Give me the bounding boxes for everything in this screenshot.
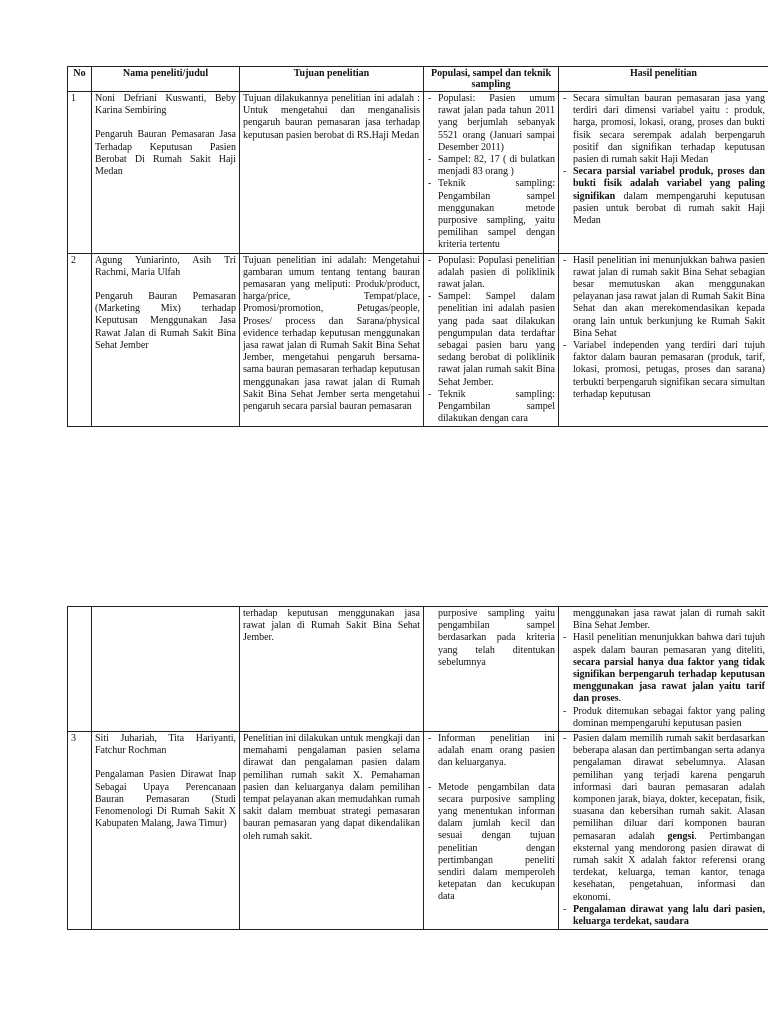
results-cell <box>559 607 768 732</box>
row-number: 3 <box>68 732 92 930</box>
text: . Pertimbangan eksternal yang mendorong pasien dirawat di rumah sakit X adalah faktor referensi orang terdekat, keluarga, teman kantor, tenaga kesehatan, pengetahuan, informasi dan ekonomi. <box>573 830 765 903</box>
research-table-page-1 <box>67 66 768 427</box>
authors: Agung Yuniarinto, Asih Tri Rachmi, Maria Ulfah <box>95 254 236 278</box>
purpose-cell: Tujuan penelitian ini adalah: Mengetahui gambaran umum tentang tentang bauran pemasaran yang meliputi: Produk/product, harga/price, Tempat/place, Promosi/promotion, Petugas/people, Proses/ process dan Sarana/physical evidence terhadap keputusan menggunakan jasa rawat jalan di Rumah Sakit Bina Sehat Jember, mengetahui pengaruh bersama-sama bauran pemasaran terhadap keputusan menggunakan jasa rawat jalan di Rumah Sakit Bina Sehat Jember serta mengetahui pengaruh secara parsial bauran pemasaran <box>240 253 424 427</box>
purpose-cell: Penelitian ini dilakukan untuk mengkaji dan memahami pengalaman pasien selama dirawat dan pengalaman pasien dalam pemilihan rumah sakit X. Pemahaman pasien dan keluarganya dalam pemilihan tempat pelayanan akan memudahkan rumah sakit dalam membuat strategi pemasaran bauran pemasaran yang dapat dikendalikan oleh rumah sakit. <box>240 732 424 930</box>
list-item <box>562 733 765 904</box>
population-cell <box>424 253 559 427</box>
table-row <box>68 253 768 427</box>
list-item: - Sampel: 82, 17 ( di bulatkan menjadi 83 orang ) <box>427 154 555 178</box>
list-item: - Informan penelitian ini adalah enam orang pasien dan keluarganya. <box>427 733 555 770</box>
population-cell <box>424 607 559 732</box>
purpose-cell: terhadap keputusan menggunakan jasa rawat jalan di Rumah Sakit Bina Sehat Jember. <box>240 607 424 732</box>
list-item: - Secara simultan bauran pemasaran jasa yang terdiri dari dimensi variabel yaitu : produk, harga, promosi, lokasi, orang, proses dan bukti fisik secara serempak adalah berpengaruh positif dan signifikan terhadap keputusan pasien di rumah sakit Haji Medan <box>562 93 765 166</box>
header-no: No <box>68 67 92 92</box>
list-item: - Sampel: Sampel dalam penelitian ini adalah pasien yang pada saat dilakukan pengumpulan data terdaftar sebagai pasien baru yang sedang berobat di poliklinik rawat jalan rumah sakit Bina Sehat Jember. <box>427 291 555 389</box>
results-cell <box>559 732 768 930</box>
header-nama: Nama peneliti/judul <box>92 67 240 92</box>
header-populasi: Populasi, sampel dan teknik sampling <box>424 67 559 92</box>
researcher-cell <box>92 92 240 254</box>
row-number <box>68 607 92 732</box>
researcher-cell <box>92 253 240 427</box>
research-table-page-2 <box>67 606 768 930</box>
bold-text: secara parsial hanya dua faktor yang tidak signifikan berpengaruh terhadap keputusan menggunakan jasa rawat jalan yaitu tarif dan proses <box>573 656 765 705</box>
list-item <box>562 166 765 227</box>
list-item <box>562 904 765 928</box>
results-cell <box>559 253 768 427</box>
header-hasil: Hasil penelitian <box>559 67 768 92</box>
text: purposive sampling yaitu pengambilan sampel berdasarkan pada kriteria yang telah ditentukan sebelumnya <box>438 608 555 668</box>
list-item: - Hasil penelitian ini menunjukkan bahwa pasien rawat jalan di rumah sakit Bina Sehat sebagian besar memutuskan akan menggunakan pelayanan jasa rawat jalan di Rumah Sakit Bina Sehat dan akan merekomendasikan kepada orang lain untuk berkunjung ke Rumah Sakit Bina Sehat <box>562 255 765 340</box>
population-cell <box>424 732 559 930</box>
results-cell <box>559 92 768 254</box>
text: dalam mempengaruhi keputusan pasien untuk berobat di rumah sakit Haji Medan <box>573 190 765 227</box>
bold-text: Pengalaman dirawat yang lalu dari pasien, keluarga terdekat, saudara <box>573 903 765 928</box>
authors: Noni Defriani Kuswanti, Beby Karina Sembiring <box>95 93 236 117</box>
table-header-row <box>68 67 768 92</box>
list-item: - Populasi: Populasi penelitian adalah pasien di poliklinik rawat jalan. <box>427 255 555 292</box>
text: . <box>618 693 622 705</box>
list-item: - Produk ditemukan sebagai faktor yang paling dominan mempengaruhi keputusan pasien <box>562 706 765 730</box>
purpose-cell: Tujuan dilakukannya penelitian ini adalah : Untuk mengetahui dan menganalisis pengaruh bauran pemasaran jasa terhadap keputusan pasien berobat di RS.Haji Medan <box>240 92 424 254</box>
row-number: 1 <box>68 92 92 254</box>
row-number: 2 <box>68 253 92 427</box>
population-cell <box>424 92 559 254</box>
study-title: Pengaruh Bauran Pemasaran (Marketing Mix) terhadap Keputusan Menggunakan Jasa Rawat Jalan di Rumah Sakit Bina Sehat Jember <box>95 291 236 351</box>
table-row <box>68 607 768 732</box>
bold-text: gengsi <box>667 830 695 842</box>
table-row <box>68 732 768 930</box>
researcher-cell <box>92 607 240 732</box>
list-item: - Metode pengambilan data secara purposive sampling yang menentukan informan dalam jumlah kecil dan sesuai dengan tujuan penelitian dengan pertimbangan peneliti sendiri dalam memperoleh ketepatan dan kecukupan data <box>427 782 555 904</box>
text: Pasien dalam memilih rumah sakit berdasarkan beberapa alasan dan pertimbangan serta adanya pengalaman dirawat sebelumnya. Alasan pemilihan yang terjadi karena pengaruh informasi dari bauran pemasaran adalah komponen jarak, biaya, dokter, kecepatan, fisik, suasana dan kebersihan rumah sakit. Alasan pemilihan diluar dari komponen bauran pemasaran adalah <box>573 733 765 842</box>
list-item: - Populasi: Pasien umum rawat jalan pada tahun 2011 yang berjumlah sebanyak 5521 orang (Januari sampai Desember 2011) <box>427 93 555 154</box>
header-tujuan: Tujuan penelitian <box>240 67 424 92</box>
table-row <box>68 92 768 254</box>
text: Hasil penelitian menunjukkan bahwa dari tujuh aspek dalam bauran pemasaran yang diteliti, <box>573 632 765 656</box>
list-item: - Variabel independen yang terdiri dari tujuh faktor dalam bauran pemasaran (produk, tarif, lokasi, promosi, petugas, proses dan sarana) terbukti berpengaruh signifikan secara simultan terhadap keputusan <box>562 340 765 401</box>
list-item: - Teknik sampling: Pengambilan sampel menggunakan metode purposive sampling, yaitu pemilihan sampel dengan kriteria tertentu <box>427 178 555 251</box>
study-title: Pengalaman Pasien Dirawat Inap Sebagai Upaya Perencanaan Bauran Pemasaran (Studi Fenomenologi Di Rumah Sakit X Kabupaten Malang, Jawa Timur) <box>95 769 236 830</box>
bold-text: Secara parsial variabel produk, proses dan bukti fisik adalah variabel yang paling signifikan <box>573 166 765 202</box>
text: menggunakan jasa rawat jalan di rumah sakit Bina Sehat Jember. <box>573 608 765 632</box>
list-item: - Teknik sampling: Pengambilan sampel dilakukan dengan cara <box>427 389 555 426</box>
authors: Siti Juhariah, Tita Hariyanti, Fatchur Rochman <box>95 733 236 757</box>
researcher-cell <box>92 732 240 930</box>
list-item <box>562 632 765 705</box>
study-title: Pengaruh Bauran Pemasaran Jasa Terhadap Keputusan Pasien Berobat Di Rumah Sakit Haji Medan <box>95 129 236 178</box>
